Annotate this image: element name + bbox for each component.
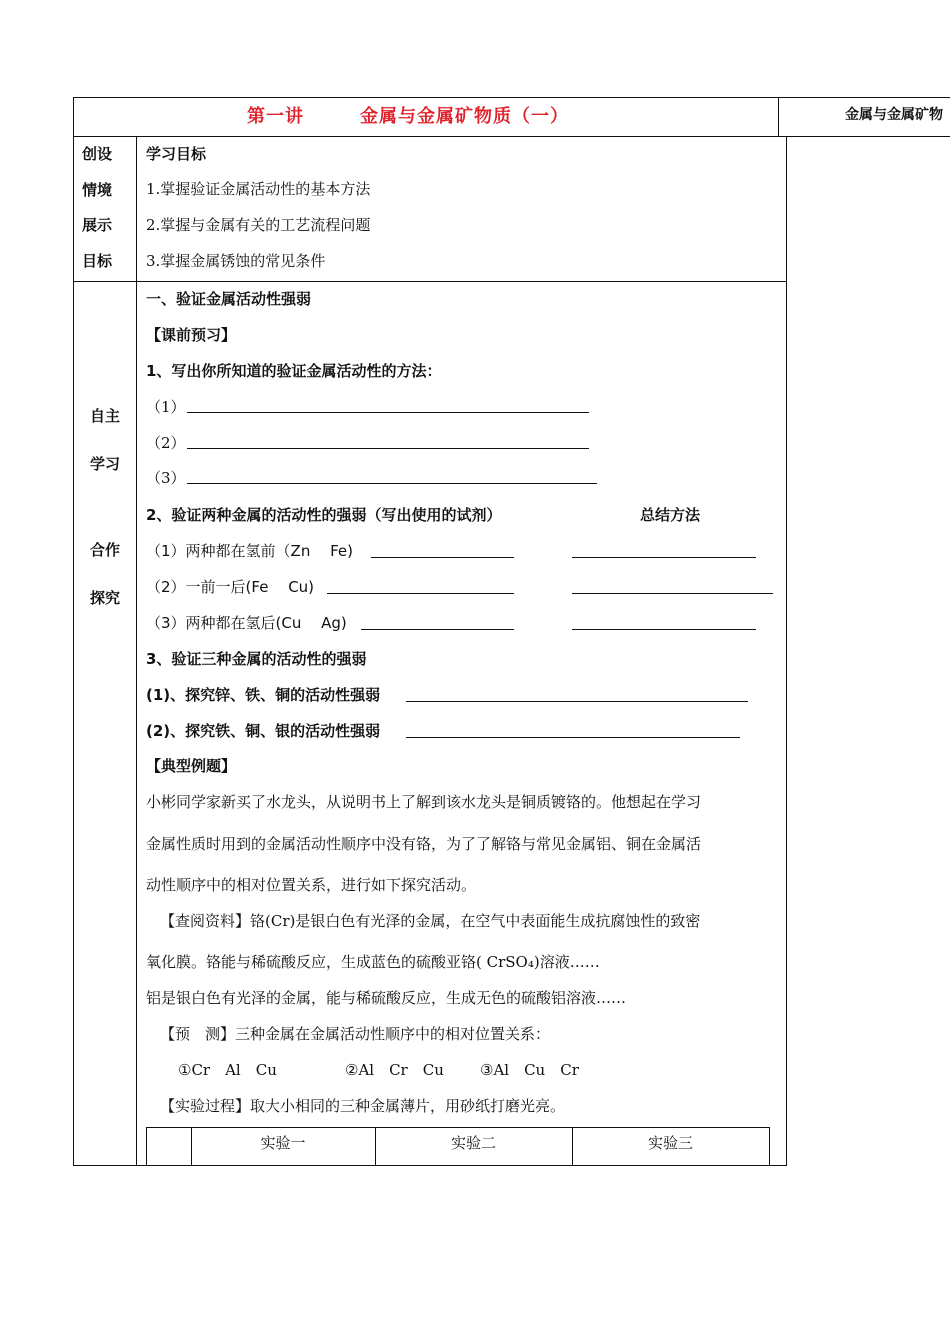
paragraph-line: 小彬同学家新买了水龙头，从说明书上了解到该水龙头是铜质镀铬的。他想起在学习: [146, 793, 702, 811]
side-label: 创设: [82, 145, 113, 163]
goal-item: 2.掌握与金属有关的工艺流程问题: [146, 216, 371, 234]
triple-item: (2)、探究铁、铜、银的活动性强弱: [146, 722, 381, 740]
pair-item: （1）两种都在氢前（Zn Fe): [146, 542, 353, 560]
exp-table-top: [146, 1127, 770, 1128]
exp-header: 实验二: [450, 1134, 496, 1152]
question-2: 2、验证两种金属的活动性的强弱（写出使用的试剂）: [146, 506, 502, 524]
label-column-divider: [136, 136, 137, 1166]
table-left-border: [73, 97, 74, 1166]
triple-item: (1)、探究锌、铁、铜的活动性强弱: [146, 686, 381, 704]
predict-line: 【预 测】三种金属在金属活动性顺序中的相对位置关系：: [160, 1025, 551, 1043]
exp-header: 实验三: [647, 1134, 693, 1152]
goal-item: 1.掌握验证金属活动性的基本方法: [146, 180, 371, 198]
answer-label: （2）: [146, 434, 186, 452]
summary-label: 总结方法: [640, 506, 701, 524]
pair-item: （3）两种都在氢后(Cu Ag): [146, 614, 347, 632]
header-bottom-border: [73, 136, 950, 137]
right-header-title: 金属与金属矿物: [845, 107, 943, 123]
option-2: ②Al Cr Cu: [345, 1061, 444, 1079]
summary-blank[interactable]: [572, 593, 773, 594]
exp-table-border: [769, 1127, 770, 1165]
answer-label: （3）: [146, 469, 186, 487]
lookup-line: 【查阅资料】铬(Cr)是银白色有光泽的金属，在空气中表面能生成抗腐蚀性的致密: [160, 912, 701, 930]
question-3: 3、验证三种金属的活动性的强弱: [146, 650, 367, 668]
side-label: 情境: [82, 181, 113, 199]
reagent-blank[interactable]: [371, 557, 514, 558]
preview-heading: 【课前预习】: [146, 326, 237, 344]
summary-blank[interactable]: [572, 557, 756, 558]
answer-blank[interactable]: [187, 412, 589, 413]
content-right-border: [786, 136, 787, 1166]
reagent-blank[interactable]: [327, 593, 514, 594]
summary-blank[interactable]: [572, 629, 756, 630]
exp-header: 实验一: [260, 1134, 306, 1152]
side-label: 自主: [90, 407, 121, 425]
side-label: 合作: [90, 541, 121, 559]
paragraph-line: 金属性质时用到的金属活动性顺序中没有铬，为了了解铬与常见金属铝、铜在金属活: [146, 835, 702, 853]
answer-blank[interactable]: [187, 448, 589, 449]
goals-heading: 学习目标: [146, 145, 207, 163]
goal-item: 3.掌握金属锈蚀的常见条件: [146, 252, 326, 270]
row1-bottom-border: [73, 281, 786, 282]
side-label: 探究: [90, 589, 121, 607]
section-heading: 一、验证金属活动性强弱: [146, 290, 312, 308]
page-title: 金属与金属矿物质（一）: [360, 106, 569, 127]
example-heading: 【典型例题】: [146, 757, 237, 775]
answer-blank[interactable]: [406, 737, 740, 738]
exp-table-border: [146, 1127, 147, 1165]
header-divider: [778, 97, 779, 137]
process-line: 【实验过程】取大小相同的三种金属薄片，用砂纸打磨光亮。: [160, 1097, 566, 1115]
lookup-line: 铝是银白色有光泽的金属，能与稀硫酸反应，生成无色的硫酸铝溶液……: [146, 989, 627, 1007]
side-label: 展示: [82, 216, 113, 234]
lecture-number: 第一讲: [247, 106, 304, 127]
answer-blank[interactable]: [187, 483, 597, 484]
pair-item: （2）一前一后(Fe Cu): [146, 578, 315, 596]
option-1: ①Cr Al Cu: [178, 1061, 277, 1079]
question-1: 1、写出你所知道的验证金属活动性的方法：: [146, 362, 442, 380]
side-label: 目标: [82, 252, 113, 270]
answer-label: （1）: [146, 398, 186, 416]
answer-blank[interactable]: [406, 701, 748, 702]
table-top-border: [73, 97, 950, 98]
option-3: ③Al Cu Cr: [480, 1061, 579, 1079]
reagent-blank[interactable]: [361, 629, 514, 630]
table-bottom-border: [73, 1165, 786, 1166]
side-label: 学习: [90, 455, 121, 473]
lookup-line: 氧化膜。铬能与稀硫酸反应，生成蓝色的硫酸亚铬( CrSO₄)溶液……: [146, 953, 600, 971]
paragraph-line: 动性顺序中的相对位置关系，进行如下探究活动。: [146, 876, 477, 894]
